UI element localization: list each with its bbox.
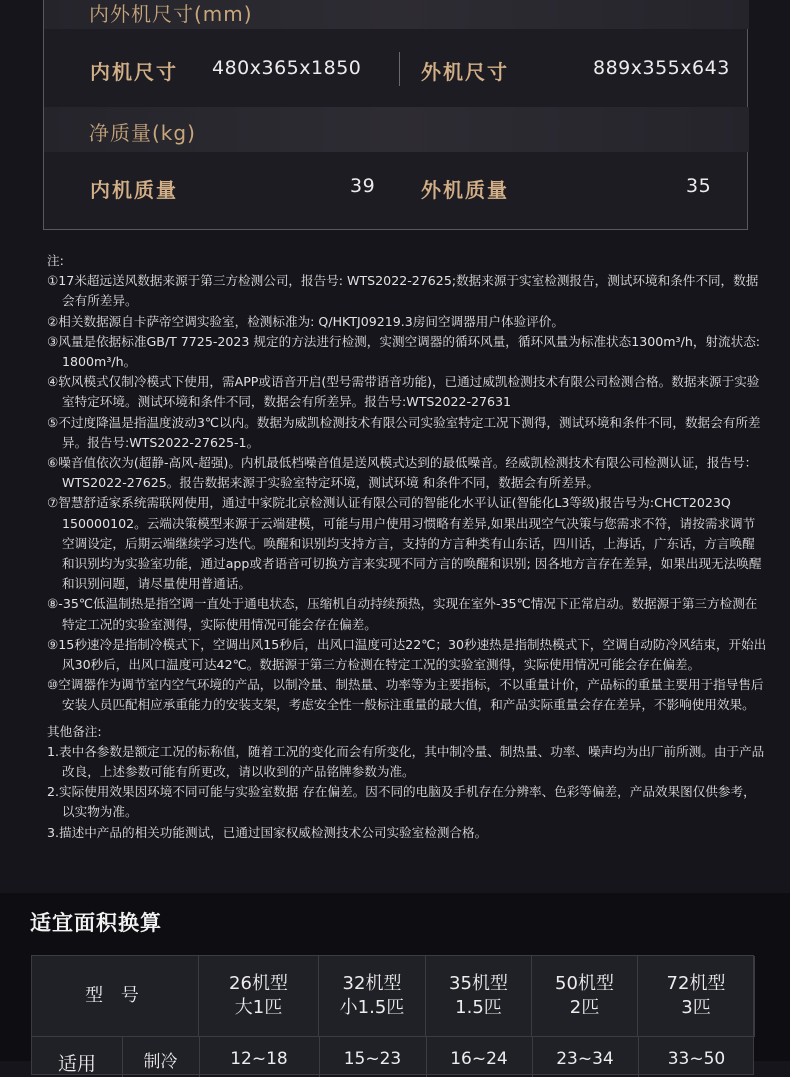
area-table: [31, 955, 754, 1075]
spec-panel: [43, 0, 748, 230]
indoor-weight-value: 39: [350, 175, 376, 197]
cool-value: 23~34: [556, 1049, 614, 1069]
column-model: 32机型: [342, 973, 402, 994]
sub-label: 制冷: [143, 1052, 178, 1072]
column-header: [319, 956, 426, 1036]
notes-section: [47, 251, 767, 843]
column-model: 50机型: [555, 973, 614, 994]
weight-band: [44, 107, 749, 152]
indoor-weight-label: 内机质量: [90, 178, 178, 202]
weight-title: 净质量(kg): [89, 121, 196, 145]
note-item: ⑩空调器作为调节室内空气环境的产品，以制冷量、制热量、功率等为主要指标，不以重量计价，产品标的重量主要用于指导售后安装人员匹配相应承重能力的安装支架，考虑安全性一般标注重量的最大值，和产品实际重量会存在差异，不影响使用效果。: [47, 677, 764, 713]
cool-value: 16~24: [450, 1049, 508, 1069]
column-header: [532, 956, 638, 1036]
row-label: 适用: [57, 1053, 96, 1075]
column-model: 72机型: [666, 973, 726, 994]
other-note-item: 2.实际使用效果因环境不同可能与实验室数据 存在偏差。因不同的电脑及手机存在分辨率、色彩等偏差，产品效果图仅供参考，以实物为准。: [47, 784, 756, 820]
other-note-item: 3.描述中产品的相关功能测试，已通过国家权威检测技术公司实验室检测合格。: [47, 824, 488, 840]
size-row: [44, 44, 749, 94]
notes-heading: 注:: [47, 253, 64, 268]
note-item: ⑤不过度降温是指温度波动3℃以内。数据为威凯检测技术有限公司实验室特定工况下测得，测试环境和条件不同，数据会有所差异。报告号:WTS2022-27625-1。: [47, 414, 761, 450]
other-note-item: 1.表中各参数是额定工况的标称值，随着工况的变化而会有所变化，其中制冷量、制热量、功率、噪声均为出厂前所测。由于产品改良，上述参数可能有所更改，请以收到的产品铭牌参数为准。: [47, 743, 765, 780]
weight-row: [44, 164, 749, 214]
dimensions-band: [44, 0, 749, 29]
note-item: ⑦智慧舒适家系统需联网使用，通过中家院北京检测认证有限公司的智能化水平认证(智能化L3等级)报告号为:CHCT2023Q 150000102。云端决策模型来源于云端建模，可能与用户使用习惯略有差异,如果出现空气决策与您需求不符，请按需求调节空调设定，后期云端继续学习迭代。唤醒和识别均支持方言，支持的方言种类有山东话，四川话，上海话，广东话，方言唤醒和识别均为实验室功能，通过app或者语音可切换方言来实现不同方言的唤醒和识别; 因各地方言存在差异，如果出现无法唤醒和识别问题，请尽量使用普通话。: [47, 495, 762, 592]
column-hp: 3匹: [681, 997, 711, 1018]
indoor-size-label: 内机尺寸: [90, 60, 178, 84]
column-hp: 1.5匹: [455, 997, 502, 1018]
column-model: 26机型: [229, 973, 288, 994]
area-title: 适宜面积换算: [30, 911, 162, 935]
cool-value: 33~50: [667, 1049, 726, 1069]
note-item: ④软风模式仅制冷模式下使用，需APP或语音开启(型号需带语音功能)，已通过威凯检测技术有限公司检测合格。数据来源于实验室特定环境。测试环境和条件不同，数据会有所差异。报告号:WTS2022-27631: [47, 374, 760, 410]
outdoor-size-value: 889x355x643: [593, 57, 730, 79]
outdoor-weight-label: 外机质量: [421, 178, 509, 202]
note-item: ⑥噪音值依次为(超静-高风-超强)。内机最低档噪音值是送风模式达到的最低噪音。经威凯检测技术有限公司检测认证，报告号： WTS2022-27625。报告数据来源于实验室特定环境，测试环境 和条件不同，数据会有所差异。: [47, 455, 758, 491]
note-item: ③风量是依据标准GB/T 7725-2023 规定的方法进行检测，实测空调器的循环风量，循环风量为标准状态1300m³/h，射流状态: 1800m³/h。: [47, 333, 761, 370]
model-header-cell: [32, 956, 199, 1036]
outdoor-size-label: 外机尺寸: [421, 60, 509, 84]
note-item: ①17米超远送风数据来源于第三方检测公司，报告号: WTS2022-27625;数据来源于实室检测报告，测试环境和条件不同，数据会有所差异。: [47, 273, 759, 309]
other-notes-heading: 其他备注:: [47, 723, 102, 739]
outdoor-weight-value: 35: [686, 175, 712, 197]
cool-value: 12~18: [230, 1049, 288, 1069]
size-divider: [399, 52, 400, 86]
column-header: [426, 956, 532, 1036]
note-item: ⑧-35℃低温制热是指空调一直处于通电状态，压缩机自动持续预热，实现在室外-35℃情况下正常启动。数据源于第三方检测在特定工况的实验室测得，实际使用情况可能会存在偏差。: [47, 596, 758, 632]
area-section: [0, 893, 790, 1075]
column-hp: 2匹: [569, 997, 600, 1018]
column-hp: 小1.5匹: [339, 997, 405, 1018]
note-item: ⑨15秒速冷是指制冷模式下，空调出风15秒后，出风口温度可达22℃；30秒速热是指制热模式下，空调自动防冷风结束，开始出风30秒后，出风口温度可达42℃。数据源于第三方检测在特定工况的实验室测得，实际使用情况可能会存在偏差。: [47, 636, 767, 673]
indoor-size-value: 480x365x1850: [212, 57, 362, 79]
column-header: [199, 956, 319, 1036]
column-hp: 大1匹: [234, 997, 283, 1018]
cool-value: 15~23: [343, 1049, 402, 1069]
model-header: 型 号: [85, 985, 145, 1006]
note-item: ②相关数据源自卡萨帝空调实验室，检测标准为: Q/HKTJ09219.3房间空调器用户体验评价。: [47, 313, 564, 329]
dimensions-title: 内外机尺寸(mm): [89, 2, 253, 26]
column-model: 35机型: [449, 973, 508, 994]
column-header: [638, 956, 755, 1036]
